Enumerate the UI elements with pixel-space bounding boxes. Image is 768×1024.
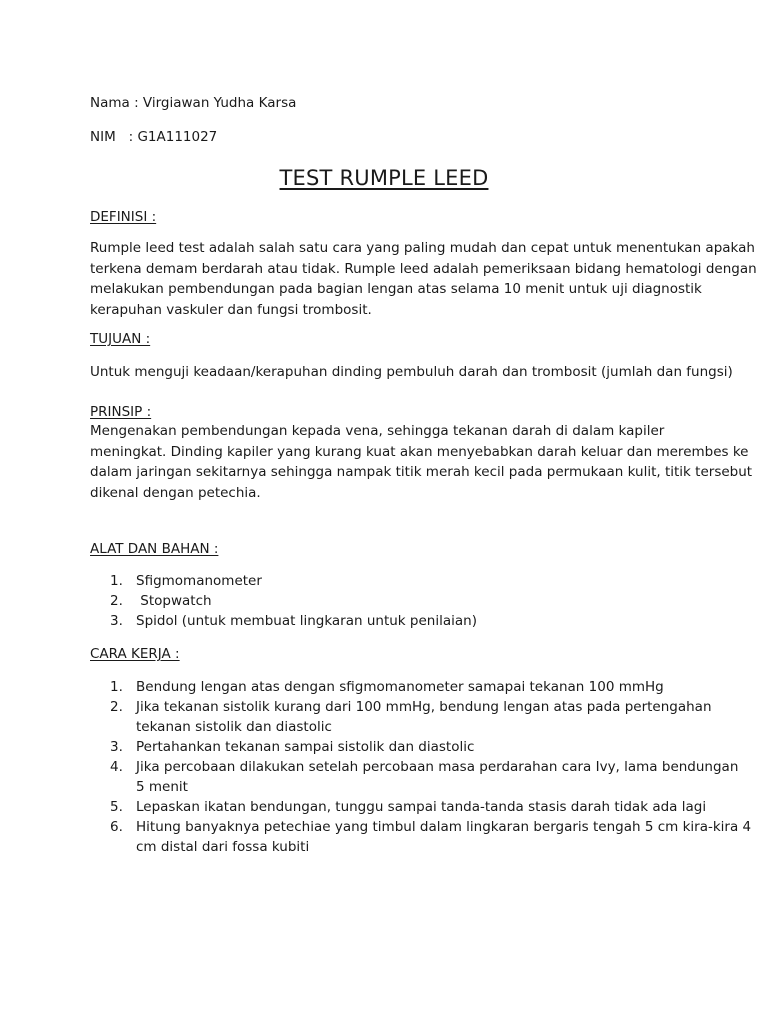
list-item-number: 2. [110,593,123,609]
definisi-paragraph [90,238,757,320]
list-item [90,737,690,757]
list-item-text: Jika tekanan sistolik kurang dari 100 mmHg, bendung lengan atas pada pertengahan [136,699,712,715]
list-item-number: 3. [110,739,123,755]
list-item-text: Bendung lengan atas dengan sfigmomanometer samapai tekanan 100 mmHg [136,679,664,695]
list-item-number: 3. [110,613,123,629]
document-title: TEST RUMPLE LEED [279,166,489,190]
prinsip-paragraph [90,421,753,503]
prinsip-line: dikenal dengan petechia. [90,484,261,501]
definisi-line: terkena demam berdarah atau tidak. Rumple leed adalah pemeriksaan bidang hematologi dengan [90,260,757,277]
list-item-text: Lepaskan ikatan bendungan, tunggu sampai tanda-tanda stasis darah tidak ada lagi [136,799,707,815]
tujuan-text: Untuk menguji keadaan/kerapuhan dinding pembuluh darah dan trombosit (jumlah dan fungsi) [90,364,733,380]
list-item-text: Hitung banyaknya petechiae yang timbul dalam lingkaran bergaris tengah 5 cm kira-kira 4 [136,819,752,835]
student-name: Nama : Virgiawan Yudha Karsa [90,95,297,111]
tujuan-heading: TUJUAN : [90,331,151,347]
list-item [90,817,752,857]
alat-bahan-list [90,571,690,631]
definisi-heading: DEFINISI : [90,209,157,225]
list-item-text: 5 menit [136,779,188,795]
list-item [90,677,690,697]
list-item-text: Spidol (untuk membuat lingkaran untuk penilaian) [136,613,477,629]
list-item [90,571,690,591]
list-item-number: 2. [110,699,123,715]
list-item-number: 5. [110,799,123,815]
list-item-text: tekanan sistolik dan diastolic [136,719,332,735]
prinsip-line: Mengenakan pembendungan kepada vena, sehingga tekanan darah di dalam kapiler [90,423,665,439]
list-item-text: Pertahankan tekanan sampai sistolik dan diastolic [136,739,475,755]
list-item-number: 1. [110,573,123,589]
definisi-line: kerapuhan vaskuler dan fungsi trombosit. [90,301,372,318]
alat-bahan-heading: ALAT DAN BAHAN : [90,541,219,557]
list-item [90,757,739,797]
list-item-number: 1. [110,679,123,695]
definisi-line: Rumple leed test adalah salah satu cara yang paling mudah dan cepat untuk menentukan apakah [90,240,755,256]
list-item [90,797,707,817]
prinsip-line: meningkat. Dinding kapiler yang kurang kuat akan menyebabkan darah keluar dan merembes ke [90,443,749,460]
student-nim: NIM : G1A111027 [90,129,218,145]
list-item-text: Stopwatch [136,593,212,609]
definisi-line: melakukan pembendungan pada bagian lengan atas selama 10 menit untuk uji diagnostik [90,281,702,297]
list-item [90,697,712,737]
cara-kerja-heading: CARA KERJA : [90,646,180,662]
list-item-number: 4. [110,759,123,775]
prinsip-line: dalam jaringan sekitarnya sehingga nampak titik merah kecil pada permukaan kulit, titik tersebut [90,464,753,480]
list-item-text: cm distal dari fossa kubiti [136,839,310,855]
list-item-text: Jika percobaan dilakukan setelah percobaan masa perdarahan cara Ivy, lama bendungan [136,759,739,775]
list-item [90,591,690,611]
prinsip-heading: PRINSIP : [90,404,152,420]
list-item-number: 6. [110,819,123,835]
list-item-text: Sfigmomanometer [136,573,262,589]
list-item [90,611,690,631]
cara-kerja-list [90,677,752,857]
